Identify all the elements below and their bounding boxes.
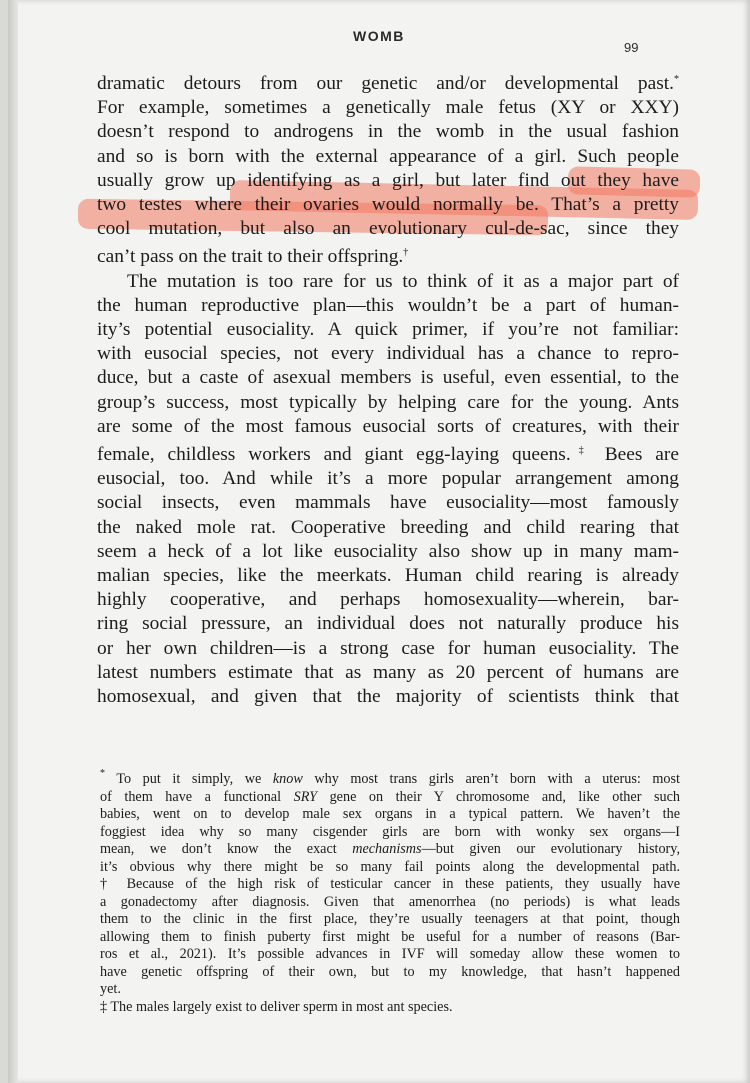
text-line: eusocial, too. And while it’s a more popular arrangement among xyxy=(97,468,679,490)
footnote-double-dagger: ‡ The males largely exist to deliver sperm in most ant species. xyxy=(100,998,453,1015)
text-line: the naked mole rat. Cooperative breeding and child rearing that xyxy=(97,516,679,538)
text-line: highly cooperative, and perhaps homosexuality—wherein, bar- xyxy=(97,589,679,611)
text-line: ity’s potential eusociality. A quick primer, if you’re not familiar: xyxy=(97,319,679,341)
text-line: cool mutation, but also an evolutionary cul-de-sac, since they xyxy=(97,218,679,240)
text-line: malian species, like the meerkats. Human child rearing is already xyxy=(97,565,679,587)
text-line: female, childless workers and giant egg-laying queens.‡ Bees are xyxy=(97,444,679,466)
text-line: with eusocial species, not every individual has a chance to repro- xyxy=(97,343,679,365)
book-page xyxy=(8,0,750,1083)
text-line: are some of the most famous eusocial sorts of creatures, with their xyxy=(97,415,679,437)
footnote-star: * To put it simply, we know why most trans girls aren’t born with a uterus: most of them have a functional SRY gene on their Y chromosome and, like other such babies, went on to develop male sex organs in a typical pattern. We haven’t the foggiest idea why so many cisgender girls are born with wonky sex organs—I mean, we don’t know the exact mechanisms—but given our evolutionary history, it’s obvious why there might be so many fail points along the developmental path. xyxy=(100,768,680,875)
text-line: doesn’t respond to androgens in the womb in the usual fashion xyxy=(97,121,679,143)
text-line: dramatic detours from our genetic and/or developmental past.* xyxy=(97,73,679,94)
running-head: WOMB xyxy=(353,28,405,44)
text-line: homosexual, and given that the majority of scientists think that xyxy=(97,686,679,708)
text-line: can’t pass on the trait to their offspring.† xyxy=(97,246,409,268)
text-line: social insects, even mammals have eusociality—most famously xyxy=(97,492,679,514)
text-line: or her own children—is a strong case for human eusociality. The xyxy=(97,637,679,659)
text-line: seem a heck of a lot like eusociality also show up in many mam- xyxy=(97,540,679,562)
text-line: For example, sometimes a genetically male fetus (XY or XXY) xyxy=(97,97,679,119)
text-line-indent: The mutation is too rare for us to think of it as a major part of xyxy=(127,270,679,292)
text-line: usually grow up identifying as a girl, but later find out they have xyxy=(97,169,679,191)
text-line: group’s success, most typically by helping care for the young. Ants xyxy=(97,391,679,413)
text-line: duce, but a caste of asexual members is useful, even essential, to the xyxy=(97,367,679,389)
page-number: 99 xyxy=(624,40,639,55)
footnote-dagger: † Because of the high risk of testicular cancer in these patients, they usually have a gonadectomy after diagnosis. Given that amenorrhea (no periods) is what leads them to the clinic in the first place, they’re usually teenagers at that point, though allowing them to finish puberty first might be useful for a number of reasons (Bar- ros et al., 2021). It’s possible advances in IVF will someday allow these women to have genetic offspring of their own, but to my knowledge, that hasn’t happened yet. xyxy=(100,876,681,997)
text-line: two testes where their ovaries would normally be. That’s a pretty xyxy=(97,194,679,216)
text-line: and so is born with the external appearance of a girl. Such people xyxy=(97,145,679,167)
body-text xyxy=(97,68,679,709)
text-line: latest numbers estimate that as many as 20 percent of humans are xyxy=(97,661,679,683)
text-line: ring social pressure, an individual does not naturally produce his xyxy=(97,613,679,635)
footnotes xyxy=(100,765,680,1016)
page-edge-shadow xyxy=(8,0,18,1083)
text-line: the human reproductive plan—this wouldn’t be a part of human- xyxy=(97,294,679,316)
